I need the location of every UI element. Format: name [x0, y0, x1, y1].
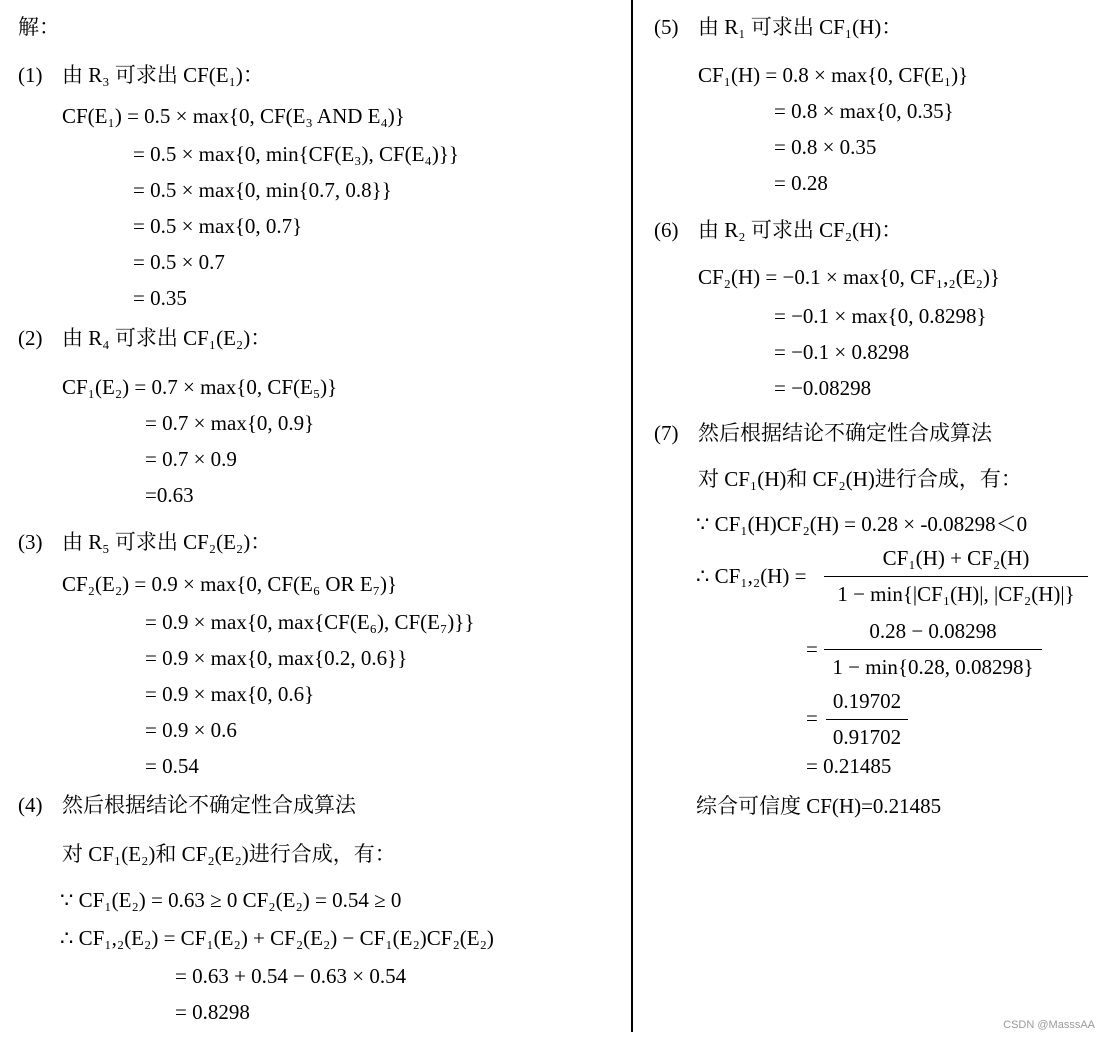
step-6-line-1: CF₂(H) = −0.1 × max{0, CF₁,₂(E₂)} — [698, 265, 1000, 289]
step-5-line-3: = 0.8 × 0.35 — [774, 135, 877, 159]
step-1-number: (1) — [18, 63, 43, 87]
step-7-title: 然后根据结论不确定性合成算法 — [698, 421, 992, 445]
step-1-line-3: = 0.5 × max{0, min{0.7, 0.8}} — [133, 178, 392, 202]
step-4-line-3: = 0.63 + 0.54 − 0.63 × 0.54 — [175, 964, 407, 988]
step-4-line-2: ∴ CF₁,₂(E₂) = CF₁(E₂) + CF₂(E₂) − CF₁(E₂)CF₂(E₂) — [60, 926, 494, 950]
step-2-title: 由 R₄ 可求出 CF₁(E₂)： — [62, 326, 272, 350]
column-divider — [631, 0, 633, 1032]
step-6-line-3: = −0.1 × 0.8298 — [774, 340, 910, 364]
step-2-line-3: = 0.7 × 0.9 — [145, 447, 237, 471]
fraction-2 — [824, 618, 1042, 682]
step-7-number: (7) — [654, 421, 679, 445]
fraction-2-denominator: 1 − min{0.28, 0.08298} — [832, 655, 1034, 679]
step-7-therefore-lhs: ∴ CF₁,₂(H) = — [696, 564, 807, 588]
step-5-line-4: = 0.28 — [774, 171, 828, 195]
fraction-1-numerator: CF₁(H) + CF₂(H) — [882, 546, 1030, 570]
step-3-line-1: CF₂(E₂) = 0.9 × max{0, CF(E₆ OR E₇)} — [62, 572, 398, 596]
fraction-1-denominator: 1 − min{|CF₁(H)|, |CF₂(H)|} — [837, 582, 1075, 606]
step-4-title: 然后根据结论不确定性合成算法 — [62, 793, 356, 817]
step-1-line-1: CF(E₁) = 0.5 × max{0, CF(E₃ AND E₄)} — [62, 104, 405, 128]
step-4-number: (4) — [18, 793, 43, 817]
step-7-because: ∵ CF₁(H)CF₂(H) = 0.28 × -0.08298＜0 — [696, 512, 1028, 536]
step-4-line-4: = 0.8298 — [175, 1000, 250, 1024]
step-6-line-2: = −0.1 × max{0, 0.8298} — [774, 304, 987, 328]
step-7-conclusion: 综合可信度 CF(H)=0.21485 — [696, 794, 942, 818]
step-1-line-4: = 0.5 × max{0, 0.7} — [133, 214, 303, 238]
step-3-line-4: = 0.9 × max{0, 0.6} — [145, 682, 315, 706]
step-2-line-1: CF₁(E₂) = 0.7 × max{0, CF(E₅)} — [62, 375, 338, 399]
fraction-3-denominator: 0.91702 — [832, 725, 902, 749]
step-1-line-6: = 0.35 — [133, 286, 187, 310]
step-1-line-2: = 0.5 × max{0, min{CF(E₃), CF(E₄)}} — [133, 142, 459, 166]
fraction-3 — [826, 688, 908, 752]
step-3-line-6: = 0.54 — [145, 754, 199, 778]
step-5-title: 由 R₁ 可求出 CF₁(H)： — [698, 15, 903, 39]
fraction-2-numerator: 0.28 − 0.08298 — [869, 619, 997, 643]
step-6-line-4: = −0.08298 — [774, 376, 872, 400]
step-2-line-2: = 0.7 × max{0, 0.9} — [145, 411, 315, 435]
step-3-line-3: = 0.9 × max{0, max{0.2, 0.6}} — [145, 646, 408, 670]
fraction-2-equals: = — [806, 637, 818, 661]
fraction-2-bar — [824, 649, 1042, 650]
step-4-line-1: ∵ CF₁(E₂) = 0.63 ≥ 0 CF₂(E₂) = 0.54 ≥ 0 — [60, 888, 402, 912]
step-3-number: (3) — [18, 530, 43, 554]
step-7-subtitle: 对 CF₁(H)和 CF₂(H)进行合成，有： — [698, 467, 1022, 491]
step-6-title: 由 R₂ 可求出 CF₂(H)： — [698, 218, 903, 242]
step-4-subtitle: 对 CF₁(E₂)和 CF₂(E₂)进行合成，有： — [62, 842, 396, 866]
fraction-1 — [824, 545, 1088, 609]
step-1-line-5: = 0.5 × 0.7 — [133, 250, 225, 274]
fraction-1-bar — [824, 576, 1088, 577]
solution-heading: 解： — [18, 15, 60, 39]
step-5-number: (5) — [654, 15, 679, 39]
right-column — [638, 0, 1105, 1037]
step-5-line-1: CF₁(H) = 0.8 × max{0, CF(E₁)} — [698, 63, 969, 87]
step-3-line-2: = 0.9 × max{0, max{CF(E₆), CF(E₇)}} — [145, 610, 475, 634]
step-7-result: = 0.21485 — [806, 754, 892, 778]
step-2-line-4: =0.63 — [145, 483, 194, 507]
step-2-number: (2) — [18, 326, 43, 350]
watermark: CSDN @MasssAA — [1003, 1019, 1095, 1031]
step-3-title: 由 R₅ 可求出 CF₂(E₂)： — [62, 530, 272, 554]
step-5-line-2: = 0.8 × max{0, 0.35} — [774, 99, 954, 123]
step-3-line-5: = 0.9 × 0.6 — [145, 718, 237, 742]
step-1-title: 由 R₃ 可求出 CF(E₁)： — [62, 63, 264, 87]
fraction-3-equals: = — [806, 706, 818, 730]
fraction-3-numerator: 0.19702 — [832, 689, 902, 713]
step-6-number: (6) — [654, 218, 679, 242]
fraction-3-bar — [826, 719, 908, 720]
